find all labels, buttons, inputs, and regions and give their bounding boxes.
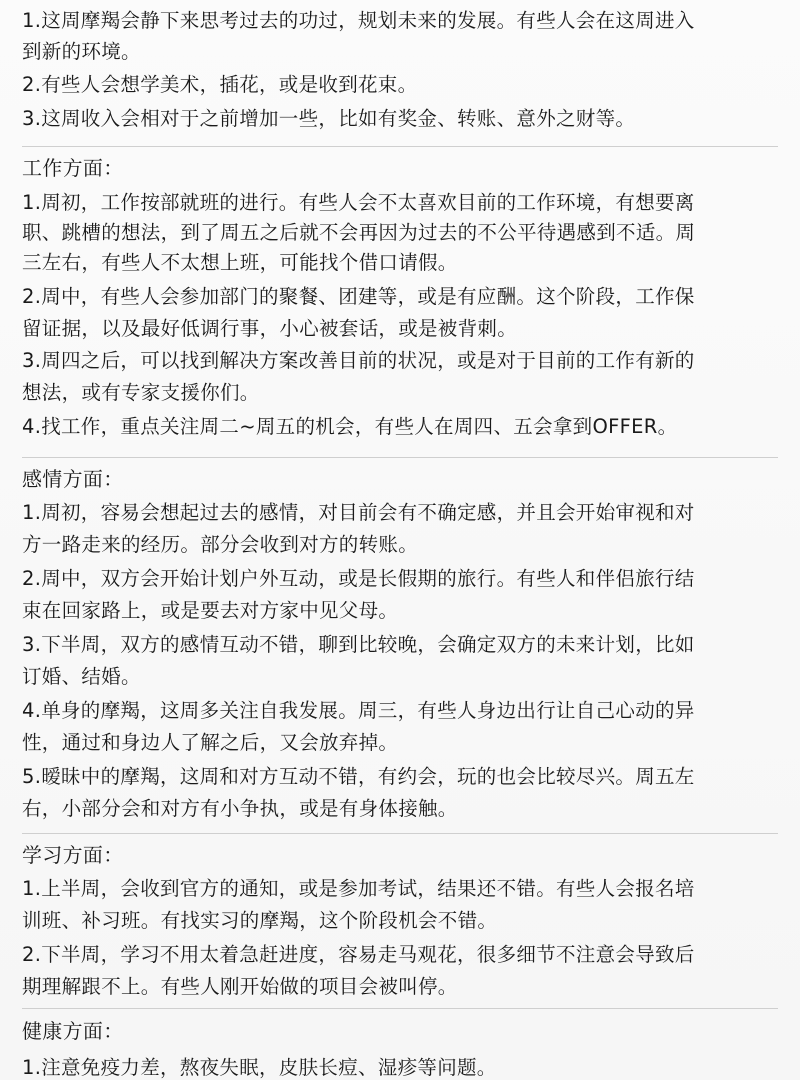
work-item-2-line-1: 2.周中，有些人会参加部门的聚餐、团建等，或是有应酬。这个阶段，工作保 (22, 285, 695, 308)
work-item-1-line-1: 1.周初，工作按部就班的进行。有些人会不太喜欢目前的工作环境，有想要离 (22, 191, 695, 214)
health-heading: 健康方面： (22, 1019, 124, 1043)
work-heading: 工作方面： (22, 156, 124, 180)
work-item-1-line-3: 三左右，有些人不太想上班，可能找个借口请假。 (22, 251, 458, 274)
love-item-1-line-1: 1.周初，容易会想起过去的感情，对目前会有不确定感，并且会开始审视和对 (22, 501, 695, 524)
intro-item-1-line-2: 到新的环境。 (22, 40, 141, 63)
love-item-3-line-1: 3.下半周，双方的感情互动不错，聊到比较晚，会确定双方的未来计划，比如 (22, 633, 695, 656)
divider (22, 1008, 778, 1009)
work-item-2-line-2: 留证据，以及最好低调行事，小心被套话，或是被背刺。 (22, 317, 518, 340)
divider (22, 457, 778, 458)
divider (22, 146, 778, 147)
study-heading: 学习方面： (22, 843, 124, 867)
intro-item-3: 3.这周收入会相对于之前增加一些，比如有奖金、转账、意外之财等。 (22, 107, 636, 130)
love-item-4-line-1: 4.单身的摩羯，这周多关注自我发展。周三，有些人身边出行让自己心动的异 (22, 699, 695, 722)
work-item-3-line-1: 3.周四之后，可以找到解决方案改善目前的状况，或是对于目前的工作有新的 (22, 349, 695, 372)
divider (22, 833, 778, 834)
work-item-1-line-2: 职、跳槽的想法，到了周五之后就不会再因为过去的不公平待遇感到不适。周 (22, 221, 696, 244)
love-item-1-line-2: 方一路走来的经历。部分会收到对方的转账。 (22, 533, 419, 556)
love-item-4-line-2: 性，通过和身边人了解之后，又会放弃掉。 (22, 731, 399, 754)
love-item-5-line-2: 右，小部分会和对方有小争执，或是有身体接触。 (22, 797, 458, 820)
study-item-1-line-1: 1.上半周，会收到官方的通知，或是参加考试，结果还不错。有些人会报名培 (22, 877, 695, 900)
love-item-5-line-1: 5.暧昧中的摩羯，这周和对方互动不错，有约会，玩的也会比较尽兴。周五左 (22, 765, 695, 788)
intro-item-1-line-1: 1.这周摩羯会静下来思考过去的功过，规划未来的发展。有些人会在这周进入 (22, 9, 695, 32)
health-item-1: 1.注意免疫力差，熬夜失眠，皮肤长痘、湿疹等问题。 (22, 1056, 497, 1079)
study-item-2-line-2: 期理解跟不上。有些人刚开始做的项目会被叫停。 (22, 975, 458, 998)
love-heading: 感情方面： (22, 467, 124, 491)
study-item-2-line-1: 2.下半周，学习不用太着急赶进度，容易走马观花，很多细节不注意会导致后 (22, 943, 695, 966)
work-item-3-line-2: 想法，或有专家支援你们。 (22, 381, 260, 404)
love-item-3-line-2: 订婚、结婚。 (22, 665, 141, 688)
work-item-4: 4.找工作，重点关注周二~周五的机会，有些人在周四、五会拿到OFFER。 (22, 415, 678, 438)
love-item-2-line-1: 2.周中，双方会开始计划户外互动，或是长假期的旅行。有些人和伴侣旅行结 (22, 567, 695, 590)
intro-item-2: 2.有些人会想学美术，插花，或是收到花束。 (22, 73, 418, 96)
love-item-2-line-2: 束在回家路上，或是要去对方家中见父母。 (22, 599, 399, 622)
study-item-1-line-2: 训班、补习班。有找实习的摩羯，这个阶段机会不错。 (22, 909, 498, 932)
